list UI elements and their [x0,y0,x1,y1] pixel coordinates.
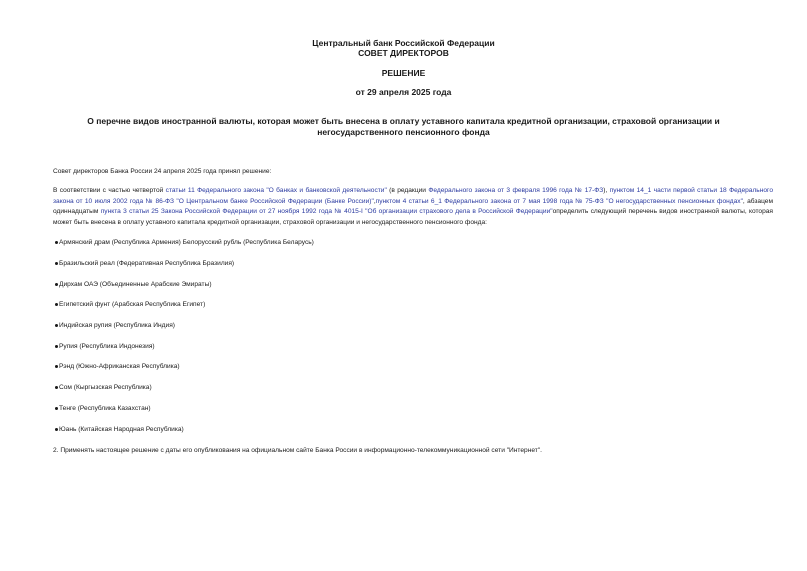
intro-paragraph: Совет директоров Банка России 24 апреля 2025 года принял решение: [53,168,272,175]
list-item: Бразильский реал (Федеративная Республика Бразилия) [55,259,234,269]
main-text-2: (в редакции [386,187,429,194]
bullet-icon [55,303,58,306]
list-item: Тенге (Республика Казахстан) [55,404,151,414]
bullet-icon [55,283,58,286]
list-item: Египетский фунт (Арабская Республика Египет) [55,300,205,310]
main-paragraph [53,186,773,228]
link-law-4015[interactable]: пункта 3 статьи 25 Закона Российской Федерации от 27 ноября 1992 года № 4015-I "Об организации страхового дела в Российской Федерации" [100,208,553,215]
link-law-86fz[interactable]: пунктом 14_1 части первой статьи 18 Федерального закона от 10 июля 2002 года № 86-ФЗ "О Центральном банке Российской Федерации (Банке России)" [53,187,773,205]
list-item: Юань (Китайская Народная Республика) [55,425,184,435]
link-banks-law-art11[interactable]: статьи 11 Федерального закона "О банках и банковской деятельности" [165,187,387,194]
bullet-icon [55,345,58,348]
list-item: Рэнд (Южно-Африканская Республика) [55,362,180,372]
list-item: Армянский драм (Республика Армения) Белорусский рубль (Республика Беларусь) [55,238,314,248]
bullet-icon [55,262,58,265]
final-paragraph: 2. Применять настоящее решение с даты его опубликования на официальном сайте Банка России в информационно-телекоммуникационной сети "Интернет". [53,447,542,454]
header-body: СОВЕТ ДИРЕКТОРОВ [358,48,449,58]
bullet-icon [55,241,58,244]
main-text-6: определить следующий перечень видов иностранной валюты, которая может быть внесена в оплату уставного капитала кредитной организации, страховой организации и негосударственного пенсионного фонда: [53,208,773,226]
bullet-icon [55,428,58,431]
bullet-icon [55,407,58,410]
bullet-icon [55,365,58,368]
link-law-17fz[interactable]: Федерального закона от 3 февраля 1996 года № 17-ФЗ [428,187,604,194]
main-text-1: В соответствии с частью четвертой [53,187,166,194]
document-subject: О перечне видов иностранной валюты, которая может быть внесена в оплату уставного капитала кредитной организации, страховой организации и негосударственного пенсионного фонда [87,116,720,137]
document-date: от 29 апреля 2025 года [355,87,452,97]
main-text-5: , абзацем одиннадцатым [53,197,774,215]
document-type: РЕШЕНИЕ [381,68,426,78]
list-item: Сом (Кыргызская Республика) [55,383,152,393]
list-item: Индийская рупия (Республика Индия) [55,321,175,331]
link-law-75fz[interactable]: пунктом 4 статьи 6_1 Федерального закона от 7 мая 1998 года № 75-ФЗ "О негосударственных пенсионных фондах" [375,197,743,205]
bullet-icon [55,324,58,327]
list-item: Дирхам ОАЭ (Объединенные Арабские Эмираты) [55,280,212,290]
header-org: Центральный банк Российской Федерации [312,38,495,48]
main-text-3: ), [603,187,610,194]
list-item: Рупия (Республика Индонезия) [55,342,155,352]
bullet-icon [55,386,58,389]
main-text-4: , [373,197,376,205]
